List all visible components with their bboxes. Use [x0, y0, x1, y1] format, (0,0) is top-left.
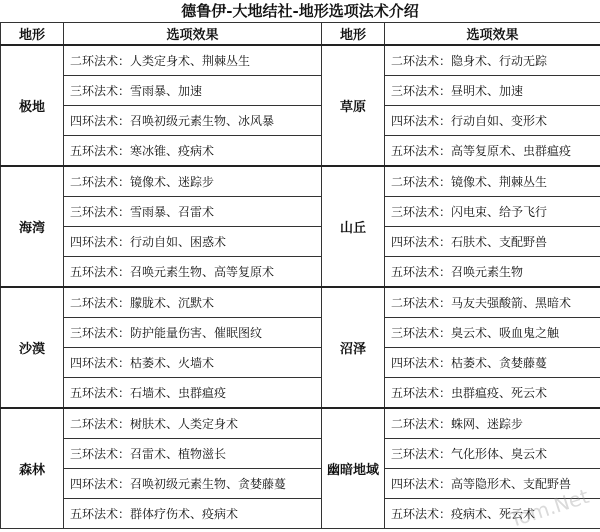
table-row — [1, 106, 600, 136]
spell-cell-right: 四环法术：石肤术、支配野兽 — [385, 227, 600, 257]
spell-cell-right: 二环法术：镜像术、荆棘丛生 — [385, 166, 600, 197]
table-row — [1, 166, 600, 197]
terrain-cell-right: 山丘 — [322, 166, 385, 287]
spell-cell-left: 三环法术：召雷术、植物滋长 — [64, 439, 322, 469]
table-row — [1, 197, 600, 227]
spell-cell-left: 五环法术：群体疗伤术、疫病术 — [64, 499, 322, 529]
spell-cell-right: 五环法术：虫群瘟疫、死云术 — [385, 378, 600, 409]
spell-cell-left: 四环法术：召唤初级元素生物、冰风暴 — [64, 106, 322, 136]
table-row — [1, 378, 600, 409]
header-terrain-right: 地形 — [322, 23, 385, 46]
spell-cell-right: 三环法术：臭云术、吸血鬼之触 — [385, 318, 600, 348]
spell-cell-right: 五环法术：召唤元素生物 — [385, 257, 600, 288]
header-effect-left: 选项效果 — [64, 23, 322, 46]
spell-cell-right: 四环法术：行动自如、变形术 — [385, 106, 600, 136]
table-body — [1, 45, 600, 529]
table-row — [1, 136, 600, 167]
spell-cell-left: 三环法术：雪雨暴、加速 — [64, 76, 322, 106]
terrain-cell-left: 海湾 — [1, 166, 64, 287]
table-row — [1, 227, 600, 257]
table-row — [1, 45, 600, 76]
spell-cell-left: 二环法术：镜像术、迷踪步 — [64, 166, 322, 197]
terrain-cell-left: 极地 — [1, 45, 64, 166]
spell-cell-right: 二环法术：隐身术、行动无踪 — [385, 45, 600, 76]
spell-cell-left: 二环法术：朦胧术、沉默术 — [64, 287, 322, 318]
spell-cell-left: 五环法术：召唤元素生物、高等复原术 — [64, 257, 322, 288]
terrain-cell-right: 幽暗地域 — [322, 408, 385, 529]
table-row — [1, 408, 600, 439]
spell-cell-right: 四环法术：枯萎术、贪婪藤蔓 — [385, 348, 600, 378]
spell-cell-right: 三环法术：气化形体、臭云术 — [385, 439, 600, 469]
spell-cell-right: 四环法术：高等隐形术、支配野兽 — [385, 469, 600, 499]
terrain-cell-left: 森林 — [1, 408, 64, 529]
table-row — [1, 318, 600, 348]
spell-cell-left: 四环法术：行动自如、困惑术 — [64, 227, 322, 257]
page-title: 德鲁伊-大地结社-地形选项法术介绍 — [0, 0, 600, 22]
spell-cell-left: 二环法术：树肤术、人类定身术 — [64, 408, 322, 439]
spell-cell-right: 三环法术：昼明术、加速 — [385, 76, 600, 106]
spell-cell-left: 五环法术：寒冰锥、疫病术 — [64, 136, 322, 167]
spell-cell-right: 三环法术：闪电束、给予飞行 — [385, 197, 600, 227]
spell-cell-left: 二环法术：人类定身术、荆棘丛生 — [64, 45, 322, 76]
table-row — [1, 76, 600, 106]
watermark: Tom.Net — [506, 484, 591, 532]
table-row — [1, 348, 600, 378]
terrain-cell-right: 沼泽 — [322, 287, 385, 408]
table-row — [1, 257, 600, 288]
table-row — [1, 439, 600, 469]
spell-cell-right: 五环法术：疫病术、死云术 — [385, 499, 600, 529]
spell-cell-right: 二环法术：蛛网、迷踪步 — [385, 408, 600, 439]
spell-cell-left: 四环法术：枯萎术、火墙术 — [64, 348, 322, 378]
header-effect-right: 选项效果 — [385, 23, 600, 46]
table-row — [1, 469, 600, 499]
spell-cell-right: 五环法术：高等复原术、虫群瘟疫 — [385, 136, 600, 167]
terrain-spell-table — [0, 22, 600, 529]
spell-cell-left: 三环法术：防护能量伤害、催眠图纹 — [64, 318, 322, 348]
terrain-cell-right: 草原 — [322, 45, 385, 166]
spell-cell-left: 五环法术：石墙术、虫群瘟疫 — [64, 378, 322, 409]
spell-cell-right: 二环法术：马友夫强酸箭、黑暗术 — [385, 287, 600, 318]
spell-cell-left: 四环法术：召唤初级元素生物、贪婪藤蔓 — [64, 469, 322, 499]
table-row — [1, 287, 600, 318]
spell-cell-left: 三环法术：雪雨暴、召雷术 — [64, 197, 322, 227]
table-row — [1, 499, 600, 529]
header-terrain-left: 地形 — [1, 23, 64, 46]
header-row — [1, 23, 600, 46]
terrain-cell-left: 沙漠 — [1, 287, 64, 408]
